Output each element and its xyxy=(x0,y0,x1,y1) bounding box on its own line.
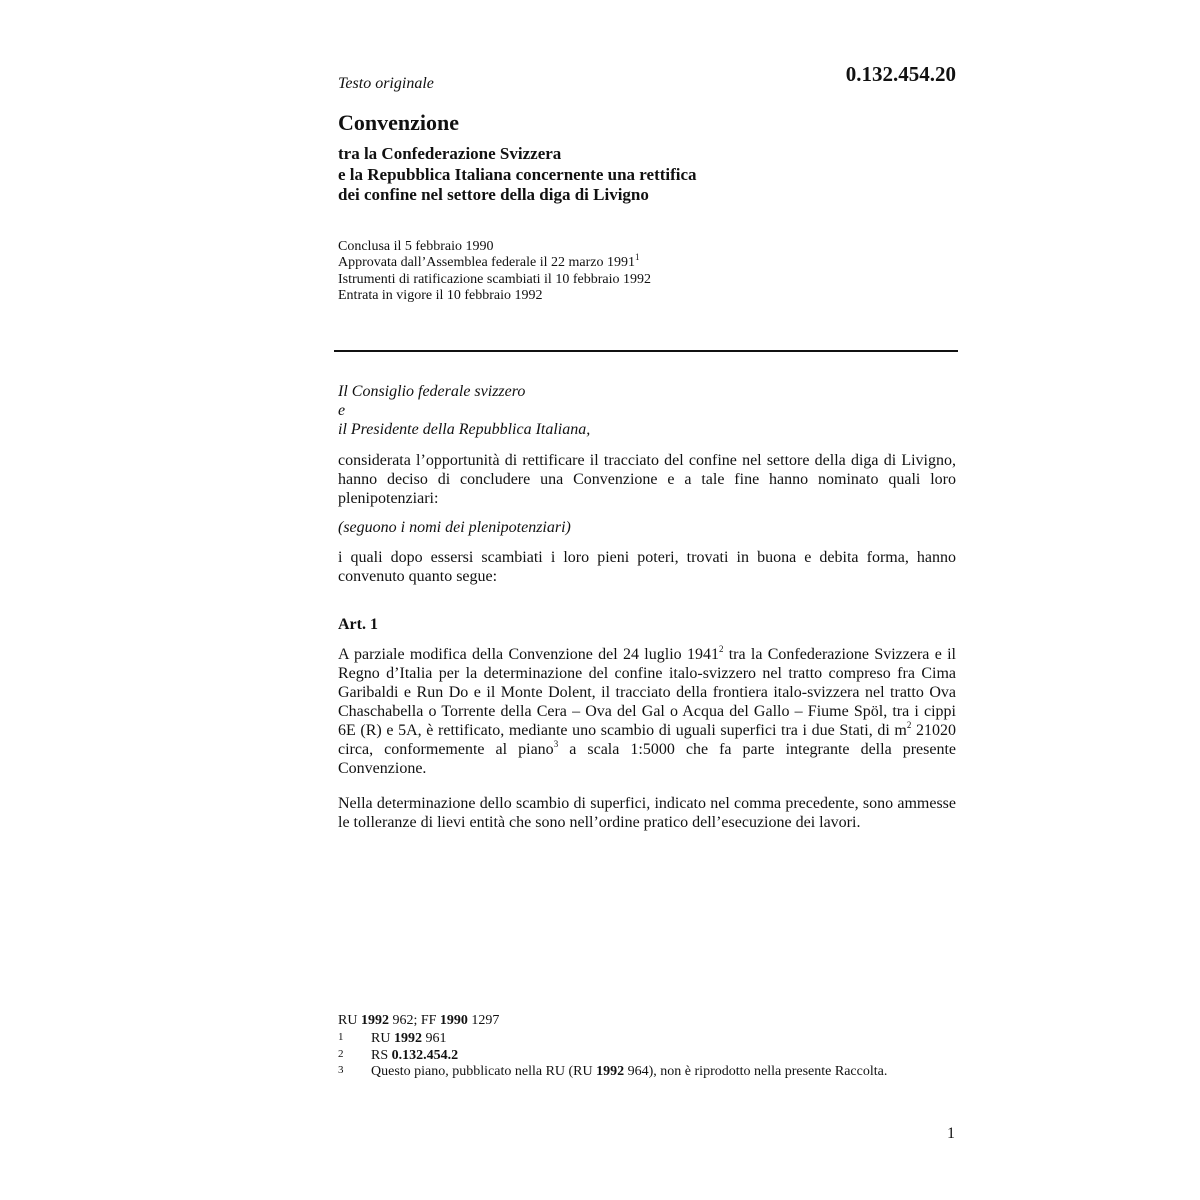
footnote-number: 2 xyxy=(338,1047,344,1060)
subtitle-line: tra la Confederazione Svizzera xyxy=(338,144,562,163)
sr-number: 0.132.454.20 xyxy=(845,62,956,86)
contracting-parties xyxy=(338,382,958,439)
article-1-paragraph-1: A parziale modifica della Convenzione del 24 luglio 1941$^2$ tra la Confederazione Svizzera e il Regno d’Italia per la determinazione del confine italo-svizzero nel tratto compreso fra Cima Garibaldi e Run Do e il Monte Dolent, il tracciato della frontiera italo-svizzera nel tratto Ova Chaschabella o Torrente della Cera – Ova del Gal o Acqua del Gallo – Fiume Spöl, tra i cippi 6E (R) e 5A, è rettificato, mediante uno scambio di uguali superfici tra i due Stati, di $m^2$ 21020 circa, conformemente al piano$^3$ a scala 1:5000 che fa parte integrante della presente Convenzione. xyxy=(338,643,957,777)
approval-date: Approvata dall’Assemblea federale il 22 marzo 1991$^1$ xyxy=(338,251,640,271)
horizontal-rule xyxy=(334,350,958,352)
footnote-ref[interactable]: 2 xyxy=(718,643,724,654)
footnote-2: 2 RS 0.132.454.2 xyxy=(338,1047,459,1063)
article-1-paragraph-2: Nella determinazione dello scambio di superfici, indicato nel comma precedente, sono ammesse le tolleranze di lievi entità che sono nell’ordine pratico dell’esecuzione dei lavori. xyxy=(338,795,956,831)
publication-reference: RU 1992 962; FF 1990 1297 xyxy=(338,1013,500,1028)
page-number: 1 xyxy=(947,1125,955,1142)
party-switzerland: Il Consiglio federale svizzero xyxy=(338,383,526,400)
entry-into-force-date: Entrata in vigore il 10 febbraio 1992 xyxy=(338,288,543,304)
document-title: Convenzione xyxy=(338,110,459,135)
party-conjunction: e xyxy=(338,402,346,419)
article-1-heading: Art. 1 xyxy=(338,616,378,633)
plenipotentiaries-note: (seguono i nomi dei plenipotenziari) xyxy=(338,519,571,536)
subtitle-line: e la Repubblica Italiana concernente una rettifica xyxy=(338,164,697,184)
footnote-1: 1 RU 1992 961 xyxy=(338,1031,447,1046)
party-italy: il Presidente della Repubblica Italiana, xyxy=(338,421,591,438)
footnote-number: 3 xyxy=(338,1064,344,1076)
original-text-label: Testo originale xyxy=(338,75,434,92)
footnotes xyxy=(338,1031,918,1081)
treaty-facts xyxy=(338,239,938,305)
footnote-ref[interactable]: 3 xyxy=(553,738,559,749)
footnote-ref[interactable]: 1 xyxy=(635,251,640,262)
agreement-intro: i quali dopo essersi scambiati i loro pieni poteri, trovati in buona e debita forma, hanno convenuto quanto segue: xyxy=(338,549,956,585)
square-superscript: 2 xyxy=(906,719,912,730)
subtitle-line: dei confine nel settore della diga di Livigno xyxy=(338,185,649,204)
ratification-date: Istrumenti di ratificazione scambiati il 10 febbraio 1992 xyxy=(338,271,651,287)
footnote-3: 3 Questo piano, pubblicato nella RU (RU 1992 964), non è riprodotto nella presente Raccolta. xyxy=(338,1064,888,1079)
footnote-number: 1 xyxy=(338,1031,344,1043)
preamble-paragraph: considerata l’opportunità di rettificare il tracciato del confine nel settore della diga di Livigno, hanno deciso di concludere una Convenzione e a tale fine hanno nominato quali loro plenipotenziari: xyxy=(338,452,956,507)
document-subtitle xyxy=(338,144,938,206)
concluded-date: Conclusa il 5 febbraio 1990 xyxy=(338,239,494,254)
